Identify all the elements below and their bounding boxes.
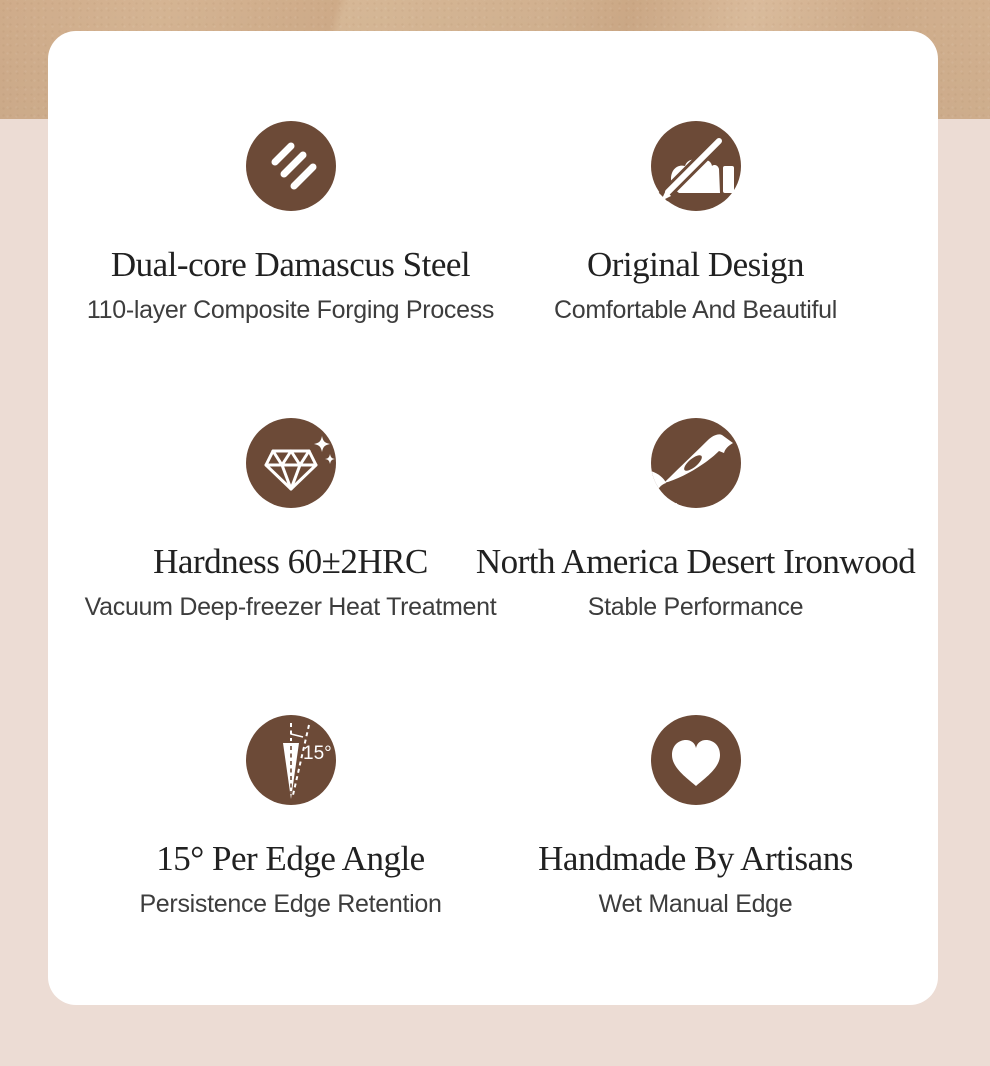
feature-subtitle: Persistence Edge Retention [139,890,442,918]
edge-angle-value-label: 15° [302,743,332,764]
feature-subtitle: Comfortable And Beautiful [554,296,837,324]
ironwood-blade-icon [651,418,741,508]
feature-hardness [84,418,497,623]
edge-angle-icon [246,715,336,805]
feature-title: Hardness 60±2HRC [153,542,428,581]
feature-ironwood [475,418,916,623]
handmade-heart-icon [651,715,741,805]
feature-title: Original Design [586,245,805,284]
feature-title: 15° Per Edge Angle [156,839,425,878]
features-card [48,31,938,1005]
feature-subtitle: Vacuum Deep-freezer Heat Treatment [84,593,497,621]
feature-damascus-steel [88,121,493,326]
feature-title: Handmade By Artisans [538,839,853,878]
feature-original-design [493,121,898,326]
damascus-layers-icon [246,121,336,211]
feature-title: North America Desert Ironwood [475,542,916,581]
feature-edge-angle [88,715,493,920]
features-grid [84,31,916,920]
feature-subtitle: 110-layer Composite Forging Process [86,296,495,324]
feature-subtitle: Wet Manual Edge [598,890,793,918]
original-design-pen-icon [651,121,741,211]
feature-subtitle: Stable Performance [587,593,804,621]
diamond-hardness-icon [246,418,336,508]
feature-title: Dual-core Damascus Steel [110,245,471,284]
feature-handmade [493,715,898,920]
